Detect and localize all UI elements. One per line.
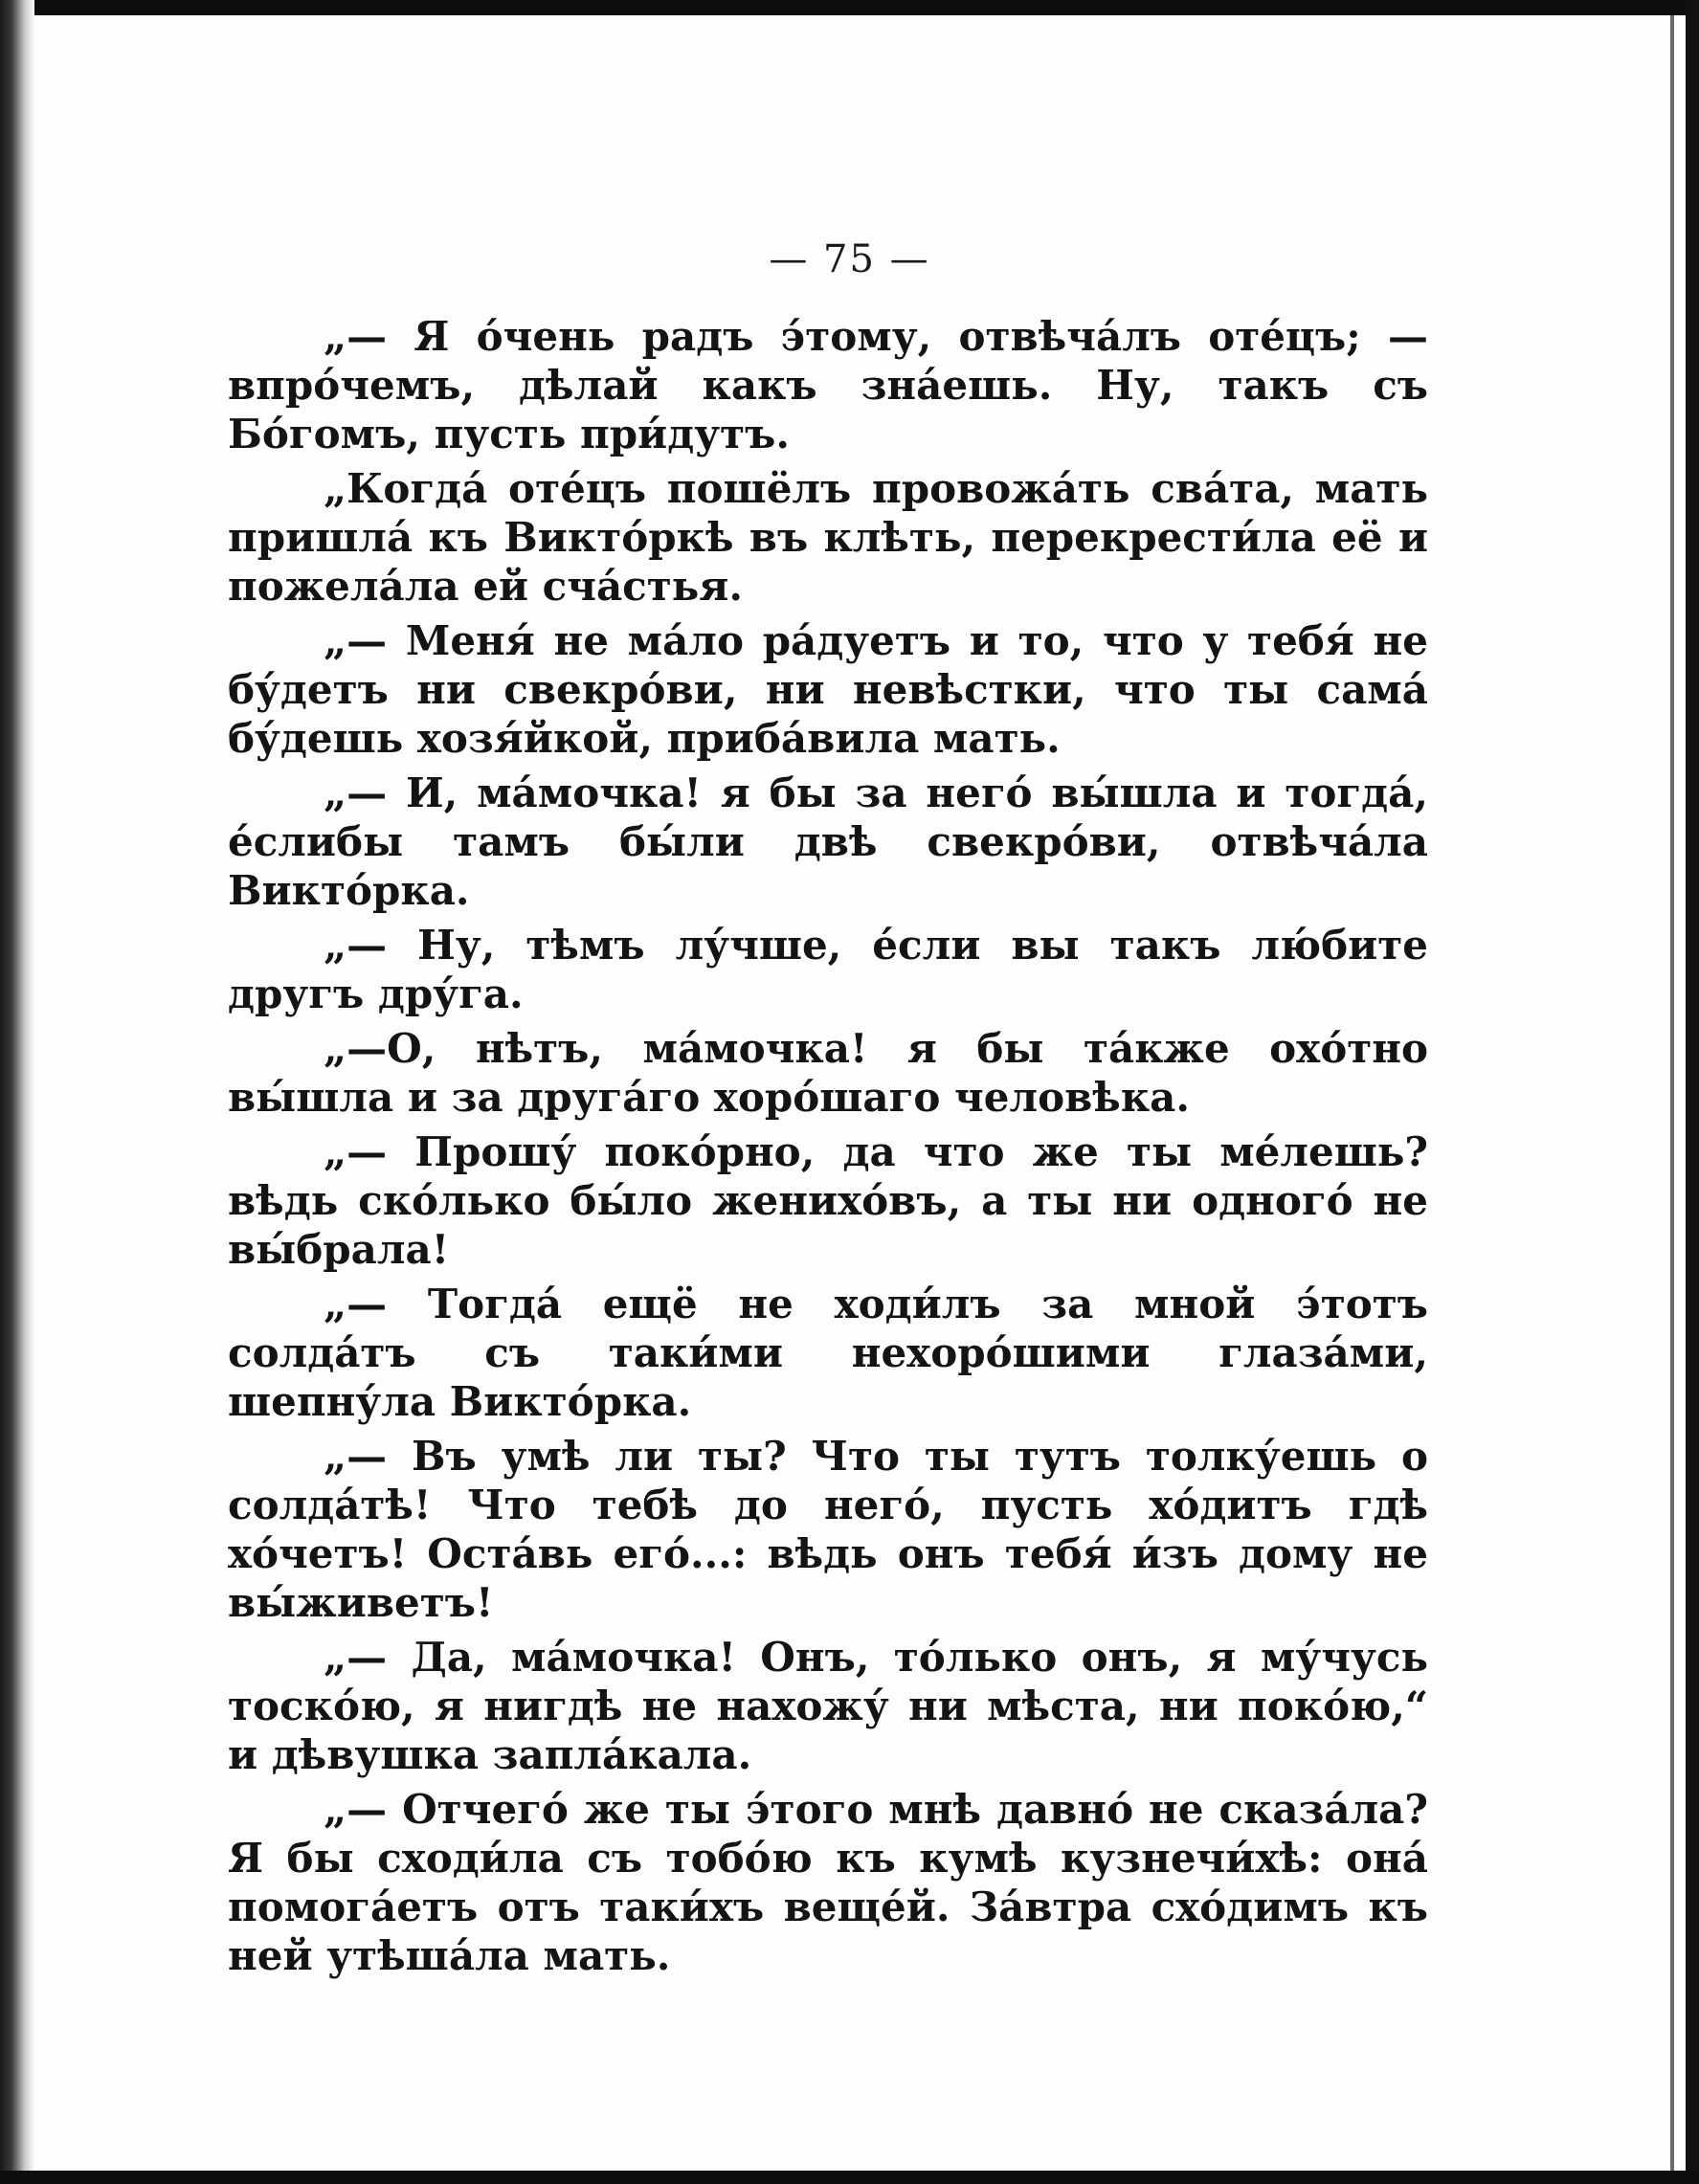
paragraph: „— Прошу́ поко́рно, да что же ты ме́лешь? вѣдь ско́лько бы́ло жениxо́въ, а ты ни одного́ не вы́брала! (228, 1128, 1428, 1273)
paragraph: „— Меня́ не ма́ло ра́дуетъ и то, что у тебя́ не бу́детъ ни свекро́ви, ни невѣстки, что ты сама́ бу́дешь хозя́йкой, приба́вила мать. (228, 617, 1428, 762)
paragraph: „— И, ма́мочка! я бы за него́ вы́шла и тогда́, е́слибы тамъ бы́ли двѣ свекро́ви, отвѣча́ла Викто́рка. (228, 769, 1428, 914)
paragraph: „— Отчего́ же ты э́того мнѣ давно́ не сказа́ла? Я бы сходи́ла съ тобо́ю къ кумѣ кузнечи́хѣ: она́ помога́етъ отъ таки́хъ веще́й. За́втра схо́димъ къ ней утѣша́ла мать. (228, 1786, 1428, 1979)
scan-border-bottom (0, 2171, 1699, 2184)
scan-border-top (0, 0, 1699, 15)
paragraph: „—О, нѣтъ, ма́мочка! я бы та́кже охо́тно вы́шла и за друга́го хоро́шаго человѣка. (228, 1025, 1428, 1121)
scan-border-right (1686, 0, 1699, 2184)
paragraph: „— Да, ма́мочка! Онъ, то́лько онъ, я му́чусь тоско́ю, я нигдѣ не нахожу́ ни мѣста, ни поко́ю,“ и дѣвушка запла́кала. (228, 1634, 1428, 1778)
paragraph: „— Тогда́ ещё не ходи́лъ за мной э́тотъ солда́тъ съ таки́ми нехоро́шими глаза́ми, шепну́ла Викто́рка. (228, 1281, 1428, 1425)
paragraph: „Когда́ оте́цъ пошёлъ провожа́ть сва́та, мать пришла́ къ Викто́ркѣ въ клѣть, перекрести́ла её и пожела́ла ей сча́стья. (228, 465, 1428, 610)
page-edge-line (1670, 15, 1674, 2171)
paragraph: „— Я о́чень радъ э́тому, отвѣча́лъ оте́цъ; — впро́чемъ, дѣлай какъ зна́ешь. Ну, такъ съ Бо́гомъ, пусть при́дутъ. (228, 313, 1428, 457)
scan-border-left (0, 0, 34, 2184)
body-text (228, 312, 1428, 1986)
paragraph: „— Въ умѣ ли ты? Что ты тутъ толку́ешь о солда́тѣ! Что тебѣ до него́, пусть хо́дитъ гдѣ хо́четъ! Оста́вь его́...: вѣдь онъ тебя́ и́зъ дому не вы́живетъ! (228, 1433, 1428, 1626)
paragraph: „— Ну, тѣмъ лу́чше, е́сли вы такъ лю́бите другъ дру́га. (228, 922, 1428, 1017)
page-number: — 75 — (769, 237, 930, 281)
